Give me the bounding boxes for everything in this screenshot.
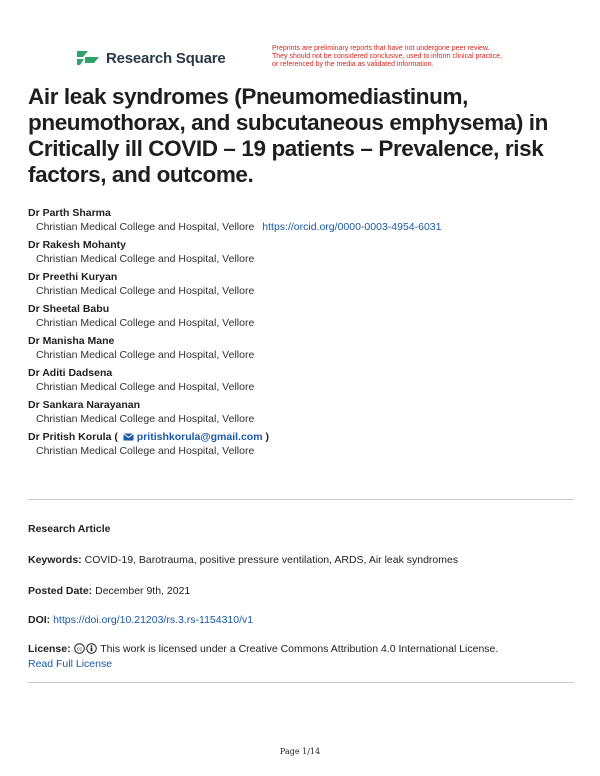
author-name: Dr Rakesh Mohanty: [28, 239, 127, 251]
license-label: License:: [28, 643, 71, 655]
author-name: Dr Sheetal Babu: [28, 303, 110, 315]
affiliation-text: Christian Medical College and Hospital, Vellore: [36, 221, 255, 233]
read-full-license-link[interactable]: Read Full License: [28, 658, 113, 670]
author-name: Dr Pritish Korula ( pritishkorula@gmail.com ): [28, 431, 269, 443]
preprint-notice: [272, 45, 572, 69]
author-entry: [28, 238, 588, 267]
author-name-text: Dr Pritish Korula: [28, 431, 112, 443]
author-name: Dr Preethi Kuryan: [28, 271, 118, 283]
notice-line: Preprints are preliminary reports that have not undergone peer review.: [272, 45, 490, 52]
license-text: This work is licensed under a Creative Commons Attribution 4.0 International License.: [100, 643, 499, 655]
keywords-label: Keywords:: [28, 554, 82, 566]
notice-line: or referenced by the media as validated information.: [272, 61, 434, 68]
section-divider: [28, 499, 574, 500]
doi: [28, 613, 253, 628]
author-affiliation: Christian Medical College and Hospital, Vellore: [36, 349, 255, 361]
article-type: Research Article: [28, 523, 111, 535]
author-entry: [28, 398, 588, 427]
license: [28, 642, 574, 672]
posted-value: December 9th, 2021: [95, 585, 191, 597]
envelope-icon: [123, 433, 134, 441]
doi-link[interactable]: https://doi.org/10.21203/rs.3.rs-1154310/v1: [53, 614, 254, 626]
author-affiliation: Christian Medical College and Hospital, Vellore: [36, 253, 255, 265]
creative-commons-icon: [74, 643, 98, 654]
author-entry: [28, 302, 588, 331]
author-list: [28, 206, 588, 462]
email-link[interactable]: pritishkorula@gmail.com: [136, 431, 263, 443]
author-entry: [28, 430, 588, 459]
posted-label: Posted Date:: [28, 585, 93, 597]
author-entry: [28, 206, 588, 235]
posted-date: [28, 584, 190, 599]
research-square-logo-icon: [76, 48, 100, 68]
notice-line: They should not be considered conclusive, used to inform clinical practice,: [272, 53, 502, 60]
paper-title: Air leak syndromes (Pneumomediastinum, pneumothorax, and subcutaneous emphysema) in Critically ill COVID – 19 patients – Prevalence, risk factors, and outcome.: [28, 84, 548, 187]
author-affiliation: [28, 220, 588, 235]
author-name: Dr Sankara Narayanan: [28, 399, 141, 411]
author-affiliation: Christian Medical College and Hospital, Vellore: [36, 285, 255, 297]
author-entry: [28, 366, 588, 395]
page-number: Page 1/14: [279, 747, 321, 756]
keywords: [28, 553, 458, 568]
author-affiliation: Christian Medical College and Hospital, Vellore: [36, 413, 255, 425]
orcid-link[interactable]: https://orcid.org/0000-0003-4954-6031: [262, 221, 442, 233]
author-affiliation: Christian Medical College and Hospital, Vellore: [36, 317, 255, 329]
svg-text:cc: cc: [76, 646, 82, 653]
author-affiliation: Christian Medical College and Hospital, Vellore: [36, 381, 255, 393]
author-name: Dr Manisha Mane: [28, 335, 115, 347]
author-entry: [28, 270, 588, 299]
author-name: Dr Aditi Dadsena: [28, 367, 113, 379]
keywords-value: COVID-19, Barotrauma, positive pressure ventilation, ARDS, Air leak syndromes: [84, 554, 459, 566]
author-entry: [28, 334, 588, 363]
doi-label: DOI:: [28, 614, 51, 626]
section-divider: [28, 682, 574, 683]
author-name: Dr Parth Sharma: [28, 207, 111, 219]
author-affiliation: Christian Medical College and Hospital, Vellore: [36, 445, 255, 457]
research-square-logo[interactable]: [76, 48, 226, 68]
logo-text: Research Square: [106, 49, 226, 67]
